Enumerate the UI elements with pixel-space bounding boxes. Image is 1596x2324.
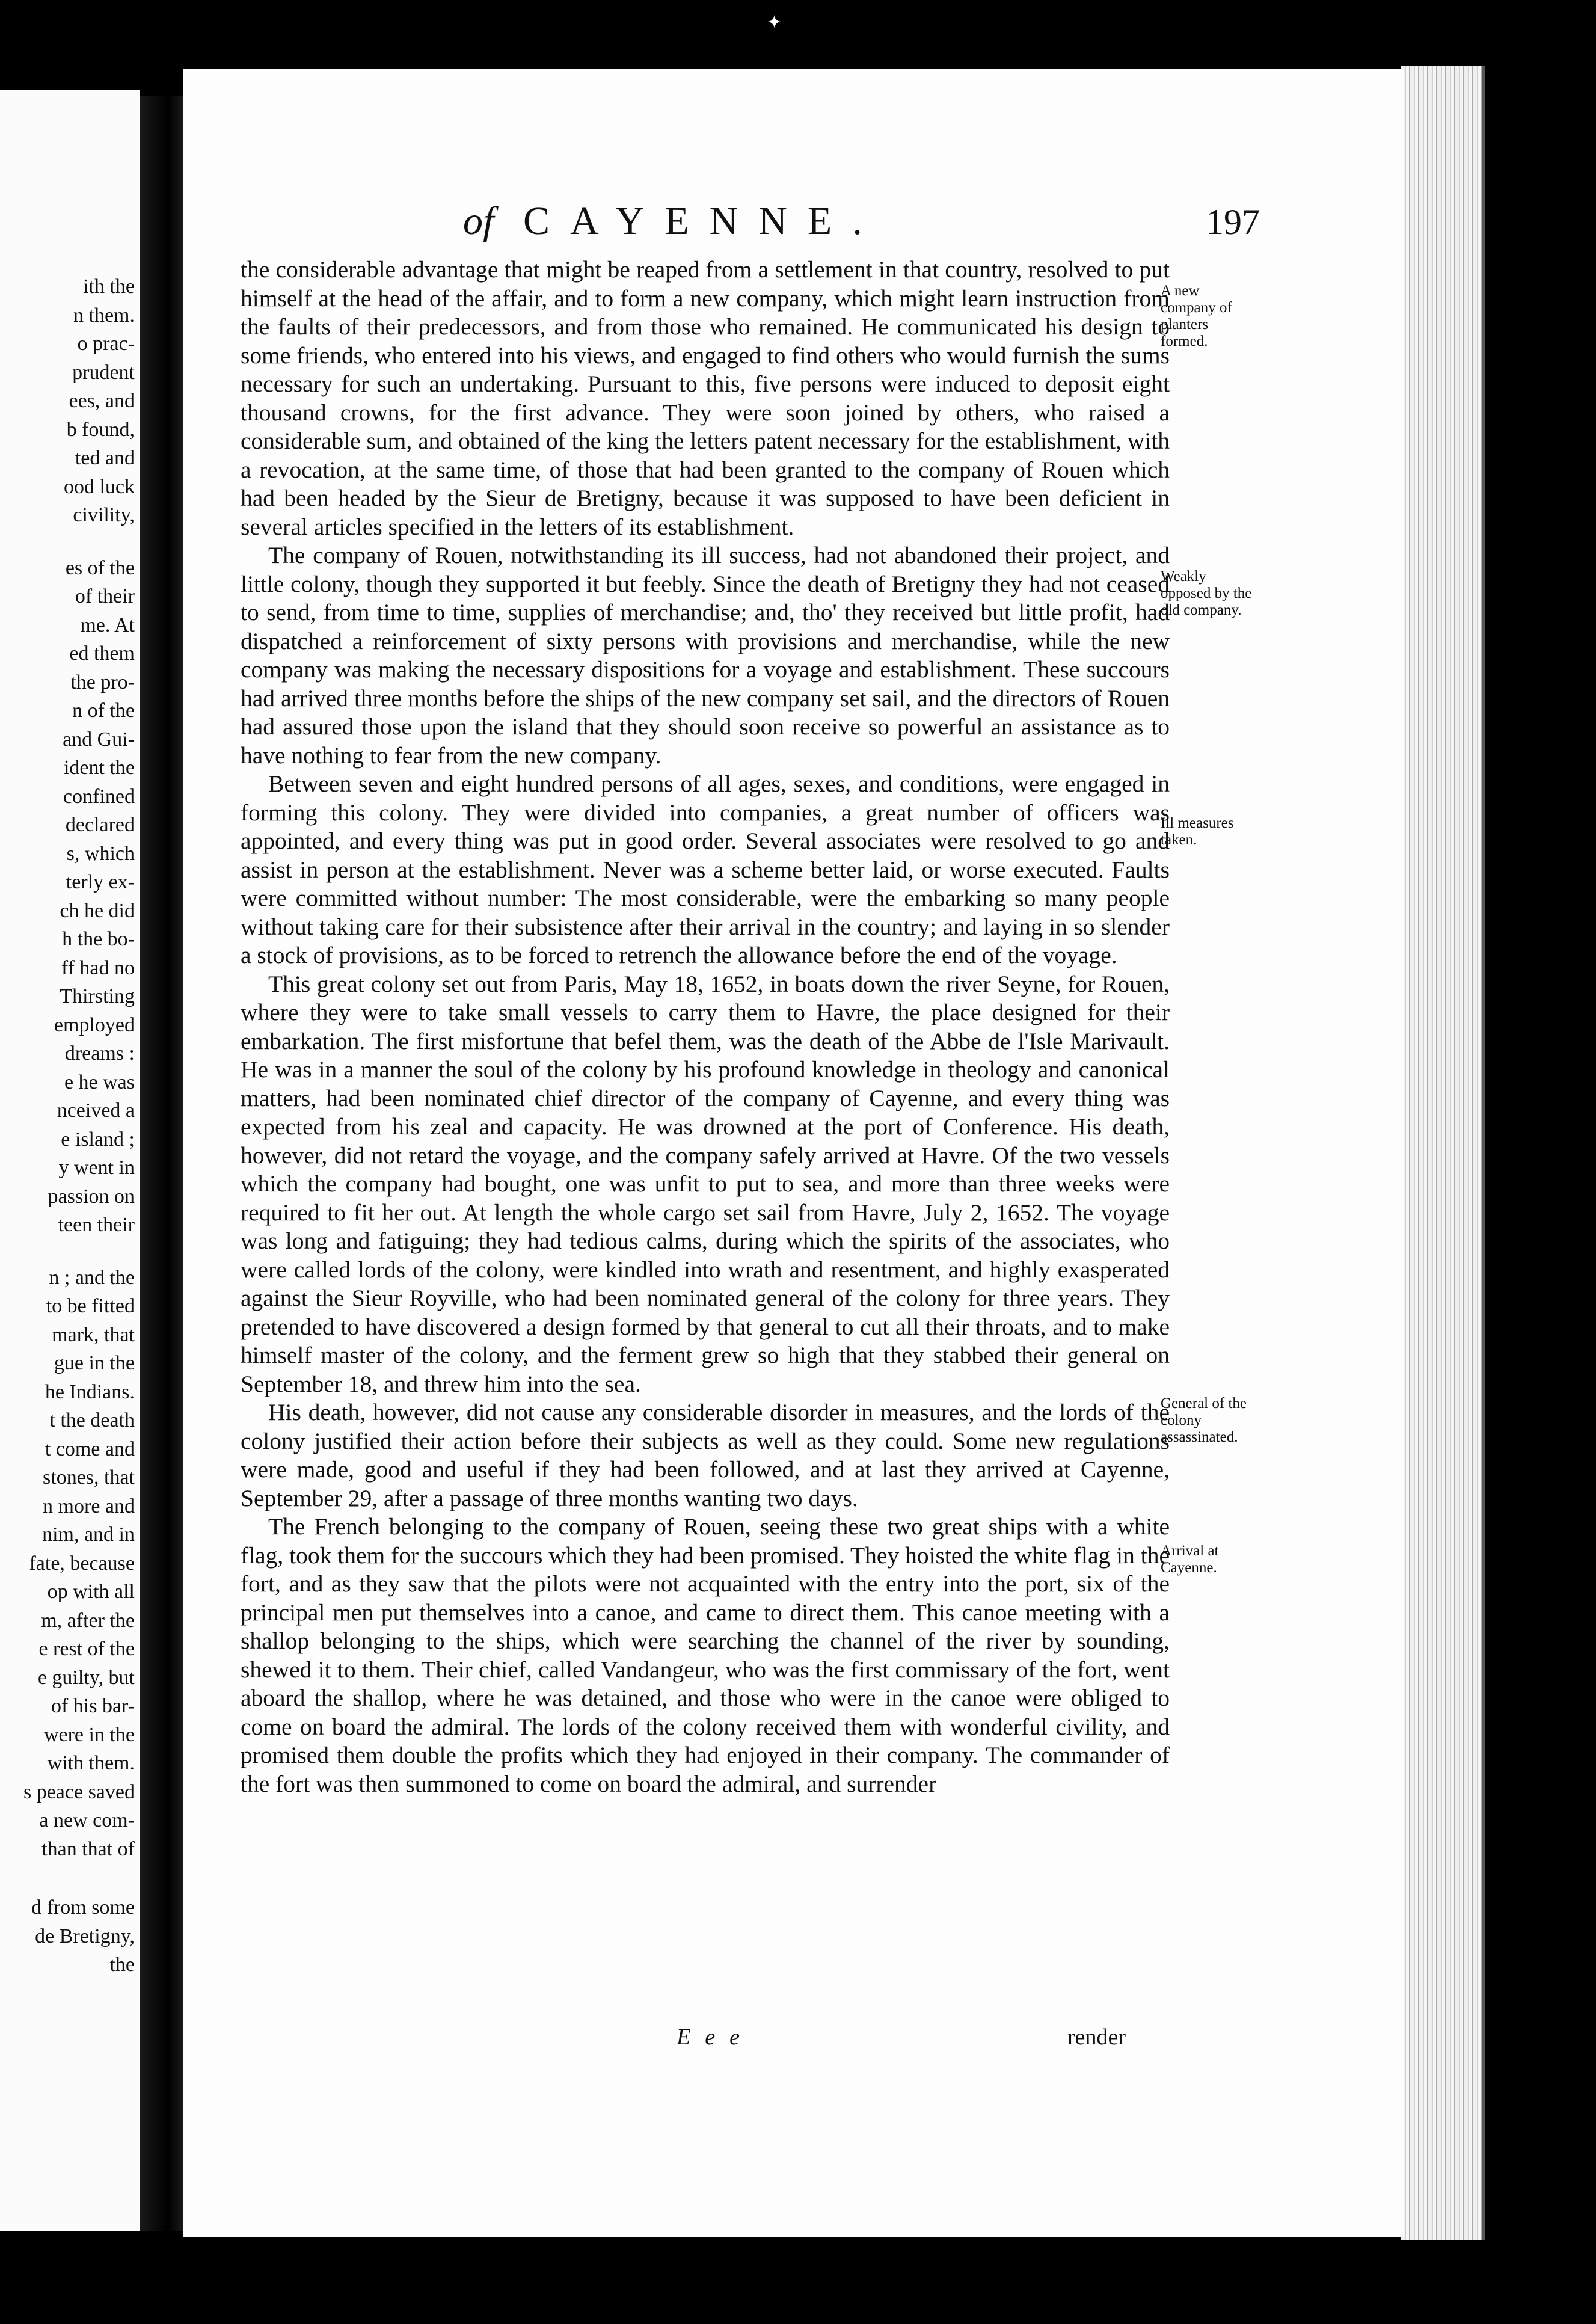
left-page-line: of their xyxy=(75,585,135,607)
marginal-note: Weakly opposed by the old company. xyxy=(1161,568,1252,618)
left-page-line: passion on xyxy=(48,1185,135,1208)
left-page-line: e guilty, but xyxy=(37,1666,135,1689)
paragraph: The company of Rouen, notwithstanding its ill success, had not abandoned their project, and little colony, though they supported it but feebly. Since the death of Bretigny they had not ceased to send, from time to time, supplies of merchandise; and, tho' they received but little profit, had dispatched a reinforcement of sixty persons with provisions and merchandise, while the new company was making the necessary dispositions for a voyage and establishment. These succours had arrived three months before the ships of the new company set sail, and the directors of Rouen had assured those upon the island that they should soon receive so powerful an assistance as to have nothing to fear from the new company. xyxy=(241,542,1170,769)
marginal-note: General of the colony assassinated. xyxy=(1161,1395,1247,1445)
catchword: render xyxy=(1067,2024,1126,2050)
left-page-line: me. At xyxy=(80,613,135,636)
left-page-line: nceived a xyxy=(57,1099,135,1122)
left-page-line: to be fitted xyxy=(46,1295,135,1317)
left-page-line: prudent xyxy=(72,361,135,384)
left-page-line: terly ex- xyxy=(66,871,135,893)
left-page-line: n them. xyxy=(73,304,135,327)
left-page-line: d from some xyxy=(31,1896,135,1919)
left-page-line: s peace saved xyxy=(23,1780,135,1803)
left-page-line: declared xyxy=(65,814,135,836)
left-page-line: mark, that xyxy=(52,1323,135,1346)
left-page-line: n of the xyxy=(72,699,135,722)
left-page-line: y went in xyxy=(58,1157,135,1179)
left-page-line: t come and xyxy=(45,1437,135,1460)
paragraph: His death, however, did not cause any considerable disorder in measures, and the lords of the colony justified their action before their subjects as well as they could. Some new regulations were made, good and useful if they had been followed, and at last they arrived at Cayenne, September 29, after a passage of three months wanting two days. xyxy=(241,1399,1170,1511)
left-page-line: ith the xyxy=(83,275,135,298)
paragraph: This great colony set out from Paris, May 18, 1652, in boats down the river Seyne, for Rouen, where they were to take small vessels to carry them to Havre, the place designed for their embarkation. The first misfortune that befel them, was the death of the Abbe de l'Isle Marivault. He was in a manner the soul of the colony by his profound knowledge in theology and canonical matters, had been nominated chief director of the company of Cayenne, and every thing was expected from his zeal and capacity. He was drowned at the port of Conference. His death, however, did not retard the voyage, and the company safely arrived at Havre. Of the two vessels which the company had bought, one was unfit to put to sea, and more than three weeks were required to fit her out. At length the whole cargo set sail from Havre, July 2, 1652. The voyage was long and fatiguing; they had tedious calms, during which the spirits of the associates, who were called lords of the colony, were kindled into wrath and resentment, and highly exasperated against the Sieur Royville, who had been nominated general of the colony for three years. They pretended to have discovered a design formed by that general to cut all their throats, and to make himself master of the colony, and the ferment grew so high that they stabbed their general on September 18, and threw him into the sea. xyxy=(241,970,1170,1397)
left-page-line: stones, that xyxy=(43,1466,135,1489)
left-page-line: ood luck xyxy=(63,475,135,498)
paragraph: The French belonging to the company of Rouen, seeing these two great ships with a white flag, took them for the succours which they had been promised. They hoisted the white flag in the fort, and as they saw that the pilots were not acquainted with the entry into the port, six of the principal men put themselves into a canoe, and came to direct them. This canoe meeting with a shallop belonging to the ships, which were searching the channel of the river by sounding, shewed it to them. Their chief, called Vandangeur, who was the first commissary of the fort, went aboard the shallop, where he was detained, and those who were in the canoe were obliged to come on board the admiral. The lords of the colony received them with wonderful civility, and promised them double the profits which they had enjoyed in their company. The commander of the fort was then summoned to come on board the admiral, and surrender xyxy=(241,1513,1170,1797)
left-page-line: de Bretigny, xyxy=(35,1925,135,1947)
running-head xyxy=(183,198,1404,265)
left-page-line: ees, and xyxy=(69,390,135,412)
left-page-line: dreams : xyxy=(64,1042,135,1065)
left-page-line: t the death xyxy=(49,1409,135,1431)
left-page-line: were in the xyxy=(43,1723,135,1746)
left-page-line: than that of xyxy=(41,1837,135,1860)
paragraph: Between seven and eight hundred persons of all ages, sexes, and conditions, were engaged in forming this colony. They were divided into companies, a great number of officers was appointed, and every thing was put in good order. Several associates were resolved to go and assist in person at the establishment. Never was a scheme better laid, or worse executed. Faults were committed without number: The most considerable, were the embarking so many people without taking care for their subsistence after their arrival in the country; and laying in so slender a stock of provisions, as to be forced to retrench the allowance before the end of the voyage. xyxy=(241,770,1170,968)
left-page-line: ch he did xyxy=(60,899,135,922)
running-head-of: of xyxy=(463,199,494,243)
left-page-line: ted and xyxy=(75,447,135,469)
left-page-line: ff had no xyxy=(61,956,135,979)
left-page-line: e island ; xyxy=(61,1128,135,1151)
left-page-line: the xyxy=(109,1954,135,1976)
left-page-line: teen their xyxy=(58,1214,135,1236)
paragraph: the considerable advantage that might be reaped from a settlement in that country, resolved to put himself at the head of the affair, and to form a new company, which might learn instruction from the faults of their predecessors, and from those who remained. He communicated his design to some friends, who entered into his views, and engaged to find others who would furnish the sums necessary for such an undertaking. Pursuant to this, five persons were induced to deposit eight thousand crowns, for the first advance. They were soon joined by others, who raised a considerable sum, and obtained of the king the letters patent necessary for the establishment, with a revocation, at the same time, of those that had been granted to the company of Rouen which had been headed by the Sieur de Bretigny, because it was supposed to have been deficient in several articles specified in the letters of its establishment. xyxy=(241,256,1170,540)
left-page-line: e he was xyxy=(64,1071,135,1093)
signature-mark: Eee xyxy=(677,2024,754,2050)
left-page-line: confined xyxy=(63,785,135,808)
left-page-line: n more and xyxy=(43,1495,135,1517)
book-page xyxy=(183,69,1404,2237)
left-page-line: m, after the xyxy=(41,1609,135,1632)
left-page-line: gue in the xyxy=(54,1352,135,1374)
marginal-note: A new company of planters formed. xyxy=(1161,283,1232,349)
left-page-line: and Gui- xyxy=(63,728,135,751)
book-gutter xyxy=(140,96,188,2231)
left-page-line: h the bo- xyxy=(62,928,135,950)
left-page-line: the pro- xyxy=(70,671,135,693)
left-page-line: a new com- xyxy=(39,1809,135,1831)
left-page-line: b found, xyxy=(66,418,135,441)
left-facing-page xyxy=(0,90,140,2231)
left-page-line: nim, and in xyxy=(42,1523,135,1546)
left-page-line: o prac- xyxy=(77,333,135,355)
page-number: 197 xyxy=(1206,202,1260,242)
left-page-line: he Indians. xyxy=(45,1380,135,1403)
left-page-line: civility, xyxy=(73,504,135,526)
running-head-title: CAYENNE. xyxy=(523,199,883,243)
body-text xyxy=(241,256,1170,1798)
left-page-line: ident the xyxy=(63,757,135,779)
left-page-line: employed xyxy=(54,1013,135,1036)
left-page-line: fate, because xyxy=(29,1552,135,1575)
left-page-line: Thirsting xyxy=(60,985,135,1007)
left-page-line: e rest of the xyxy=(38,1638,135,1660)
left-page-line: with them. xyxy=(47,1752,135,1774)
marginal-note: Arrival at Cayenne. xyxy=(1161,1543,1219,1576)
left-page-line: ed them xyxy=(69,642,135,665)
marginal-note: Ill measures taken. xyxy=(1161,815,1234,848)
left-page-line: of his bar- xyxy=(51,1695,135,1717)
left-page-line: s, which xyxy=(66,842,135,865)
top-mark: ✦ xyxy=(767,13,782,32)
left-page-line: op with all xyxy=(47,1581,135,1603)
left-page-line: n ; and the xyxy=(49,1266,135,1289)
left-page-line: es of the xyxy=(65,556,135,579)
page-edges xyxy=(1401,66,1485,2240)
